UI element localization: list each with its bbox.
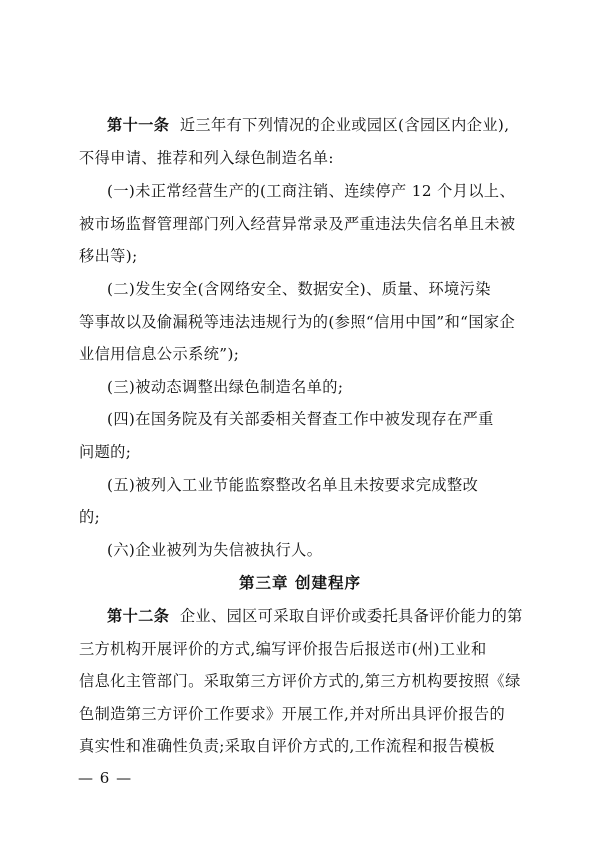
article12-text: 企业、园区可采取自评价或委托具备评价能力的第 [179, 607, 523, 625]
chapter-title: 第三章 创建程序 [239, 574, 361, 592]
item4-line1: (四)在国务院及有关部委相关督查工作中被发现存在严重 [107, 410, 494, 428]
article11-first-line [107, 115, 510, 135]
item5-line2: 的; [79, 508, 101, 526]
article12-line5: 真实性和准确性负责;采取自评价方式的,工作流程和报告模板 [79, 737, 496, 755]
item1-line1: (一)未正常经营生产的(工商注销、连续停产 12 个月以上、 [107, 182, 516, 200]
item6-line1: (六)企业被列为失信被执行人。 [107, 541, 323, 559]
article11-line2: 不得申请、推荐和列入绿色制造名单: [79, 149, 334, 167]
item1-line3: 移出等); [79, 247, 138, 265]
item4-line2: 问题的; [79, 443, 132, 461]
item3-line1: (三)被动态调整出绿色制造名单的; [107, 378, 344, 396]
item2-line3: 业信用信息公示系统”); [79, 345, 240, 363]
article11-heading: 第十一条 [107, 116, 170, 134]
item2-line2: 等事故以及偷漏税等违法违规行为的(参照“信用中国”和“国家企 [79, 313, 516, 331]
article12-line2: 三方机构开展评价的方式,编写评价报告后报送市(州)工业和 [79, 640, 487, 658]
article11-text: 近三年有下列情况的企业或园区(含园区内企业), [179, 116, 510, 134]
article12-first-line [107, 606, 523, 626]
item2-line1: (二)发生安全(含网络安全、数据安全)、质量、环境污染 [107, 280, 491, 298]
article12-line4: 色制造第三方评价工作要求》开展工作,并对所出具评价报告的 [79, 705, 506, 723]
article12-heading: 第十二条 [107, 607, 170, 625]
article12-line3: 信息化主管部门。采取第三方评价方式的,第三方机构要按照《绿 [79, 672, 521, 690]
item5-line1: (五)被列入工业节能监察整改名单且未按要求完成整改 [107, 476, 479, 494]
item1-line2: 被市场监督管理部门列入经营异常录及严重违法失信名单且未被 [79, 215, 516, 233]
page-number: — 6 — [78, 769, 133, 787]
